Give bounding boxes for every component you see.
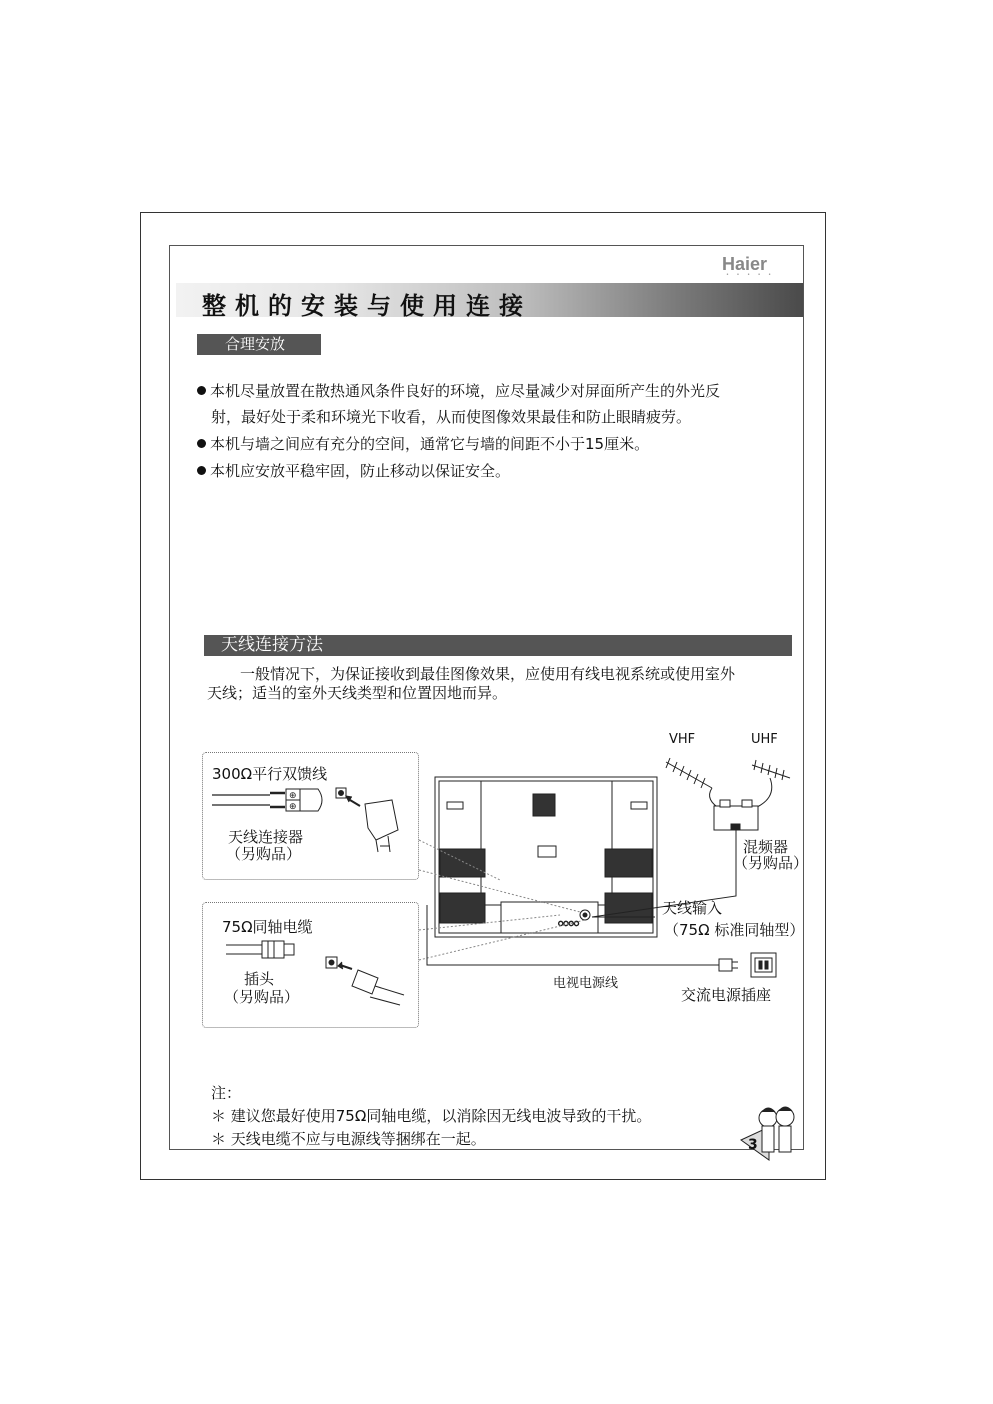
svg-text:○○○○: ○○○○: [558, 920, 579, 927]
bullet-item: 本机应安放平稳牢固，防止移动以保证安全。: [197, 462, 510, 480]
power-cord-label: 电视电源线: [553, 976, 619, 991]
mixer-icon: [714, 800, 758, 830]
tv-rear-panel: [435, 777, 657, 937]
coax-cable-icon: [226, 941, 294, 958]
plug-icon: [326, 957, 404, 1005]
bullet-item: 本机与墙之间应有充分的空间，通常它与墙的间距不小于15厘米。: [197, 435, 649, 453]
brand-logo-dots: • • • • •: [726, 272, 775, 278]
plug-label: 插头: [244, 970, 275, 988]
page-number: 3: [748, 1137, 758, 1153]
antenna-intro-line-1: 一般情况下，为保证接收到最佳图像效果，应使用有线电视系统或使用室外: [240, 665, 736, 683]
mixer-note: （另购品）: [733, 854, 809, 872]
ac-socket-icon: [751, 953, 776, 977]
ac-socket-label: 交流电源插座: [681, 986, 772, 1004]
twin-lead-cable-icon: [212, 793, 285, 807]
terminal-block-icon: [286, 789, 322, 812]
connector-label: 天线连接器: [228, 828, 304, 846]
vhf-label: VHF: [669, 732, 696, 747]
notes-heading: 注：: [211, 1084, 242, 1102]
svg-text:⊕: ⊕: [289, 791, 297, 801]
bullet-item-continuation: 射，最好处于柔和环境光下收看，从而使图像效果最佳和防止眼睛疲劳。: [211, 408, 692, 426]
uhf-label: UHF: [751, 732, 778, 747]
power-plug-icon: [719, 959, 738, 971]
coax-label: 75Ω同轴电缆: [222, 918, 313, 936]
bullet-item: 本机尽量放置在散热通风条件良好的环境，应尽量减少对屏面所产生的外光反: [197, 382, 720, 400]
mixer-label: 混频器: [743, 838, 789, 856]
antenna-input-label: 天线输入: [662, 899, 723, 917]
brand-logo: Haier: [722, 254, 768, 274]
antenna-connector-icon: [336, 788, 398, 852]
connector-note: （另购品）: [226, 845, 302, 863]
note-item: ＊ 建议您最好使用75Ω同轴电缆，以消除因无线电波导致的干扰。: [211, 1107, 652, 1125]
page-title: 整机的安装与使用连接: [202, 292, 532, 320]
section-label-placement: 合理安放: [197, 334, 321, 355]
section-label-antenna: 天线连接方法: [204, 635, 792, 656]
antenna-intro-line-2: 天线；适当的室外天线类型和位置因地而异。: [207, 684, 508, 702]
twin-lead-label: 300Ω平行双馈线: [212, 765, 328, 783]
antenna-input-type: （75Ω 标准同轴型）: [664, 921, 805, 939]
uhf-antenna-icon: [750, 760, 790, 810]
plug-note: （另购品）: [224, 988, 300, 1006]
svg-text:⊕: ⊕: [289, 802, 297, 812]
vhf-antenna-icon: [666, 758, 722, 810]
note-item: ＊ 天线电缆不应与电源线等捆绑在一起。: [211, 1130, 486, 1148]
